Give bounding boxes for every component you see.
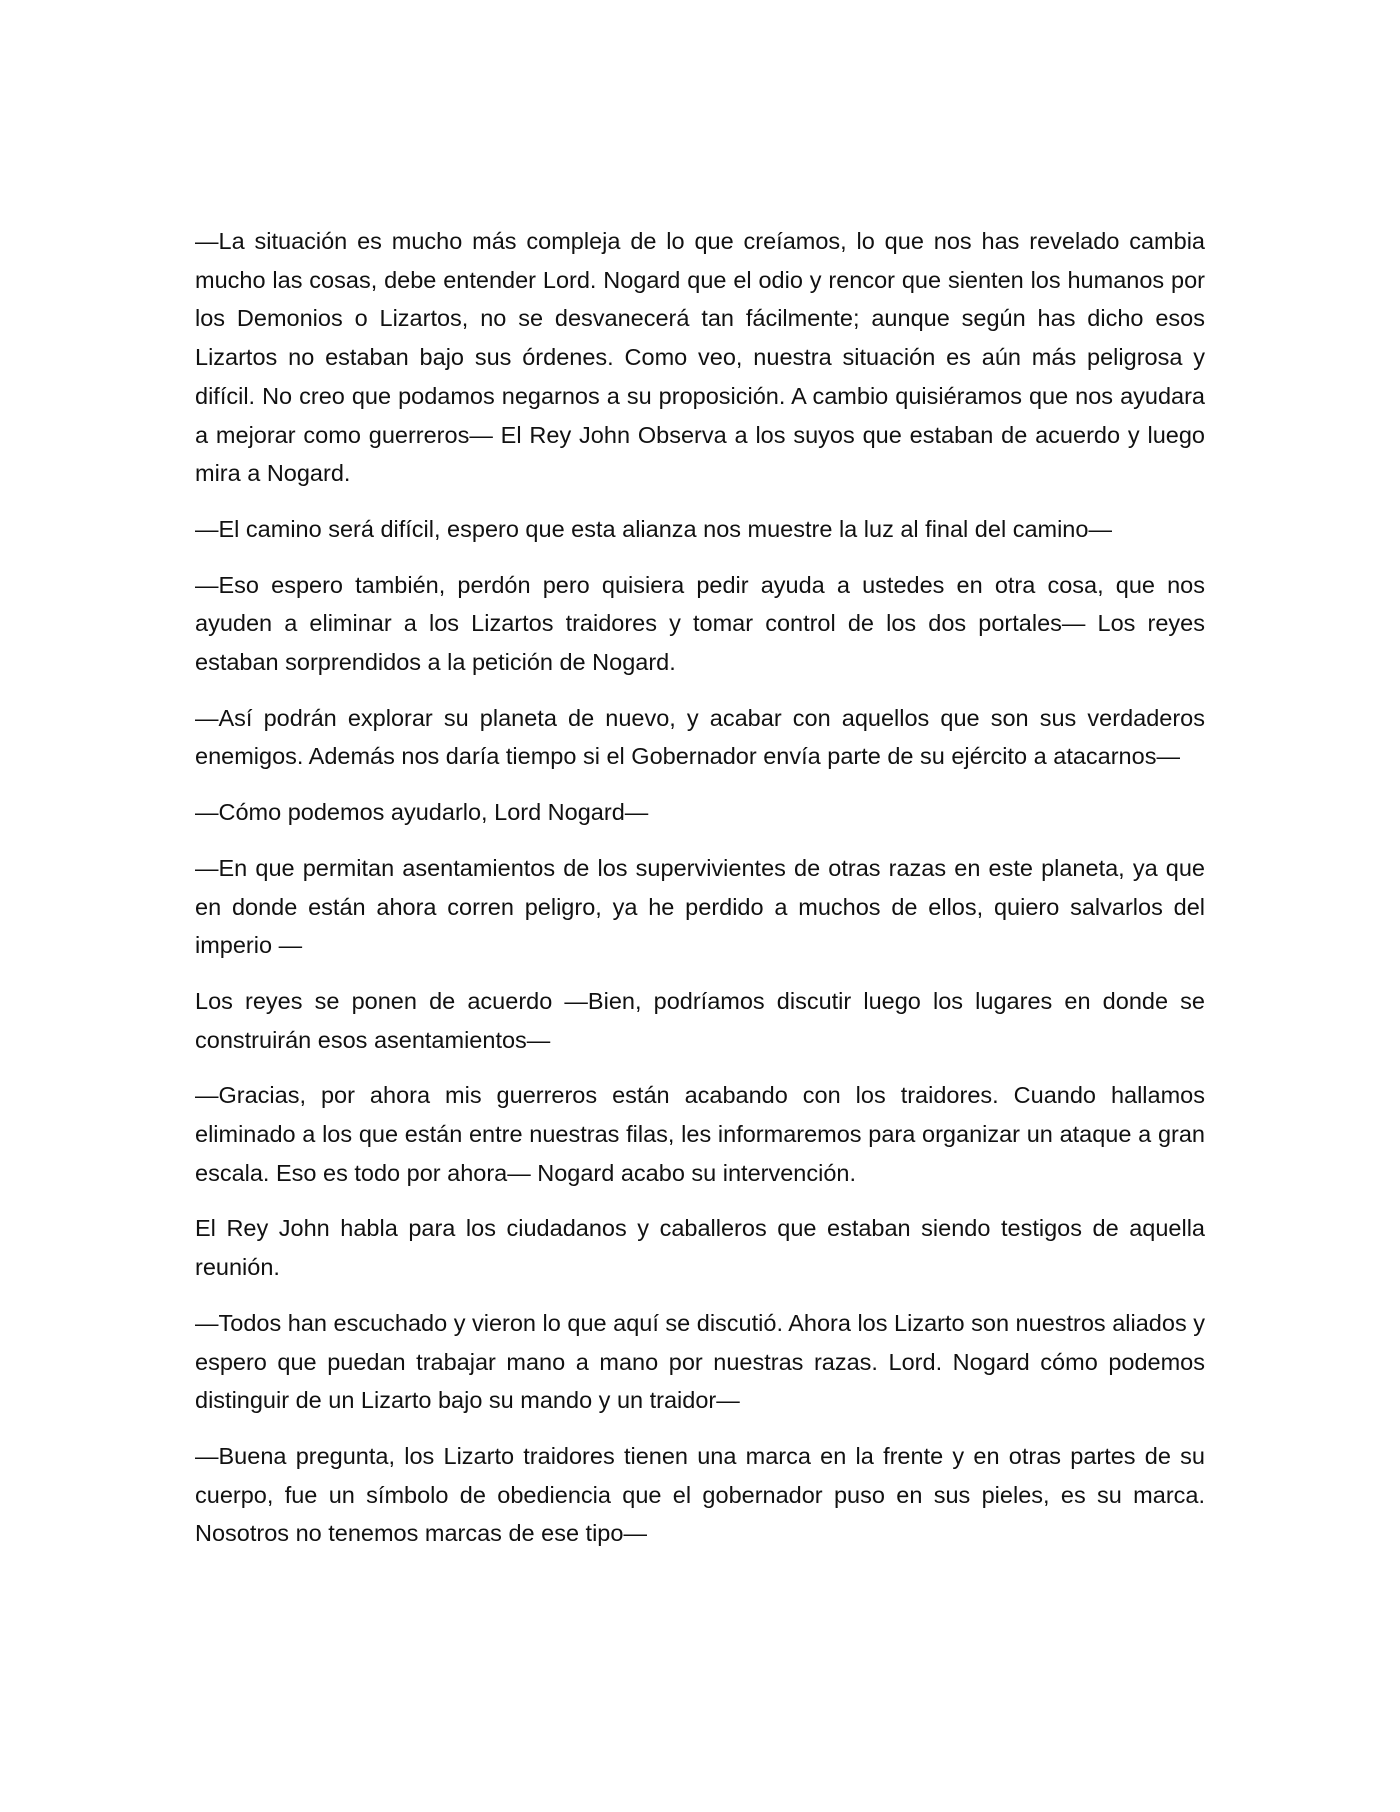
paragraph-4: —Así podrán explorar su planeta de nuevo, y acabar con aquellos que son sus verdaderos enemigos. Además nos daría tiempo si el Gobernador envía parte de su ejército a atacarnos—	[195, 704, 1205, 770]
paragraph-7: Los reyes se ponen de acuerdo —Bien, podríamos discutir luego los lugares en donde se construirán esos asentamientos—	[195, 987, 1205, 1053]
paragraph-9: El Rey John habla para los ciudadanos y caballeros que estaban siendo testigos de aquella reunión.	[195, 1215, 1205, 1281]
paragraph-8: —Gracias, por ahora mis guerreros están acabando con los traidores. Cuando hallamos eliminado a los que están entre nuestras filas, les informaremos para organizar un ataque a gran escala. Eso es todo por ahora— Nogard acabo su intervención.	[195, 1082, 1205, 1186]
paragraph-1: —La situación es mucho más compleja de lo que creíamos, lo que nos has revelado cambia mucho las cosas, debe entender Lord. Nogard que el odio y rencor que sienten los humanos por los Demonios o Lizartos, no se desvanecerá tan fácilmente; aunque según has dicho esos Lizartos no estaban bajo sus órdenes. Como veo, nuestra situación es aún más peligrosa y difícil. No creo que podamos negarnos a su proposición. A cambio quisiéramos que nos ayudara a mejorar como guerreros— El Rey John Observa a los suyos que estaban de acuerdo y luego mira a Nogard.	[195, 228, 1205, 487]
paragraph-2: —El camino será difícil, espero que esta alianza nos muestre la luz al final del camino—	[195, 515, 1112, 542]
document-page	[195, 222, 1205, 1570]
paragraph-10: —Todos han escuchado y vieron lo que aquí se discutió. Ahora los Lizarto son nuestros aliados y espero que puedan trabajar mano a mano por nuestras razas. Lord. Nogard cómo podemos distinguir de un Lizarto bajo su mando y un traidor—	[195, 1309, 1205, 1414]
paragraph-11: —Buena pregunta, los Lizarto traidores tienen una marca en la frente y en otras partes de su cuerpo, fue un símbolo de obediencia que el gobernador puso en sus pieles, es su marca. Nosotros no tenemos marcas de ese tipo—	[195, 1442, 1205, 1547]
paragraph-6: —En que permitan asentamientos de los supervivientes de otras razas en este planeta, ya que en donde están ahora corren peligro, ya he perdido a muchos de ellos, quiero salvarlos del imperio —	[195, 854, 1205, 959]
paragraph-5: —Cómo podemos ayudarlo, Lord Nogard—	[195, 799, 649, 826]
paragraph-3: —Eso espero también, perdón pero quisiera pedir ayuda a ustedes en otra cosa, que nos ayuden a eliminar a los Lizartos traidores y tomar control de los dos portales— Los reyes estaban sorprendidos a la petición de Nogard.	[195, 571, 1205, 676]
